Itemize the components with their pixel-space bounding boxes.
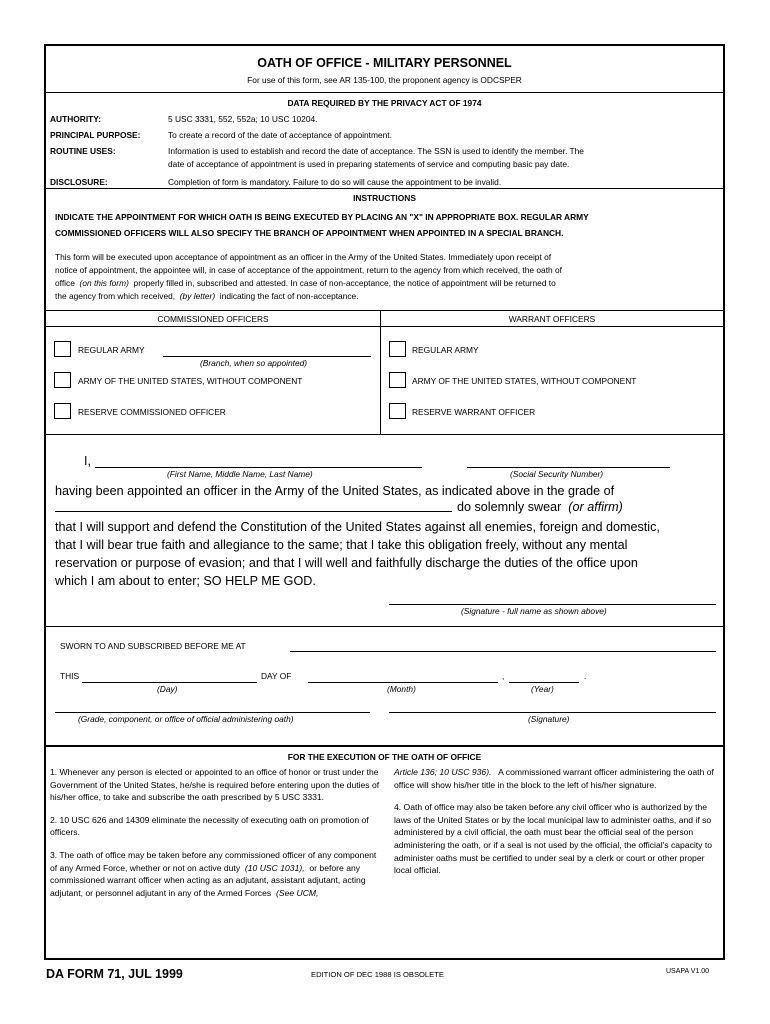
execution-left-column (50, 766, 380, 909)
comma: , (502, 671, 505, 681)
sworn-label: SWORN TO AND SUBSCRIBED BEFORE ME AT (60, 641, 246, 651)
month-caption: (Month) (387, 684, 416, 694)
day-of-label: DAY OF (261, 671, 292, 681)
warrant-header: WARRANT OFFICERS (508, 314, 596, 324)
name-line[interactable] (95, 467, 422, 468)
month-line[interactable] (308, 682, 498, 683)
branch-line[interactable] (163, 356, 371, 357)
warrant-aus-checkbox[interactable] (389, 372, 406, 388)
instructions-body-line1: This form will be executed upon acceptance of appointment as an officer in the Army of the United States. Immediately upon receipt of (55, 252, 552, 262)
regular-army-checkbox[interactable] (54, 341, 71, 357)
authority-text: 5 USC 3331, 552, 552a; 10 USC 10204. (168, 114, 318, 124)
instructions-body-line3: office (on this form) properly filled in, subscribed and attested. In case of non-acceptance, the notice of appointment will be returned to (55, 278, 556, 288)
day-caption: (Day) (157, 684, 178, 694)
instructions-body-line2: notice of appointment, the appointee will, in case of acceptance of the appointment, return to the agency from which received, the oath of (55, 265, 562, 275)
routine-text-line2: date of acceptance of appointment is used in preparing statements of service and computing basic pay date. (168, 159, 570, 169)
routine-label: ROUTINE USES: (50, 146, 116, 156)
i-label: I, (84, 454, 91, 468)
form-subtitle: For use of this form, see AR 135-100, the proponent agency is ODCSPER (247, 75, 522, 85)
grade-line[interactable] (55, 511, 452, 512)
execution-paragraph-4: 4. Oath of office may also be taken before any civil officer who is authorized by the laws of the United States or by the local municipal law to administer oaths, and if so administered by a civil official, the oath must bear the official seal of the person administering the oath, or if a seal is not used by the official, the official's capacity to administer oaths must be certified to under seal by a clerk or court or other proper local official. (394, 802, 713, 876)
reserve-commissioned-label: RESERVE COMMISSIONED OFFICER (78, 407, 226, 417)
branch-caption: (Branch, when so appointed) (200, 358, 308, 368)
oath-line1: having been appointed an officer in the Army of the United States, as indicated above in the grade of (55, 484, 615, 498)
ssn-line[interactable] (467, 467, 670, 468)
purpose-label: PRINCIPAL PURPOSE: (50, 130, 141, 140)
oath-line4: that I will bear true faith and allegiance to the same; that I take this obligation freely, without any mental (55, 538, 628, 552)
oath-line6: which I am about to enter; SO HELP ME GOD. (55, 574, 316, 588)
purpose-text: To create a record of the date of acceptance of appointment. (168, 130, 392, 140)
year-line[interactable] (509, 682, 579, 683)
reserve-warrant-checkbox[interactable] (389, 403, 406, 419)
routine-text-line1: Information is used to establish and record the date of acceptance. The SSN is used to identify the member. The (168, 146, 584, 156)
disclosure-label: DISCLOSURE: (50, 177, 108, 187)
instructions-bold-line1: INDICATE THE APPOINTMENT FOR WHICH OATH IS BEING EXECUTED BY PLACING AN "X" IN APPROPRIATE BOX. REGULAR ARMY (55, 212, 589, 222)
warrant-regular-army-label: REGULAR ARMY (412, 345, 479, 355)
warrant-regular-army-checkbox[interactable] (389, 341, 406, 357)
this-label: THIS (60, 671, 80, 681)
column-divider (380, 310, 381, 434)
commissioned-header: COMMISSIONED OFFICERS (157, 314, 269, 324)
period: . (584, 671, 587, 681)
official-line[interactable] (55, 712, 370, 713)
privacy-heading: DATA REQUIRED BY THE PRIVACY ACT OF 1974 (287, 98, 482, 108)
form-id: DA FORM 71, JUL 1999 (46, 967, 183, 981)
authority-label: AUTHORITY: (50, 114, 102, 124)
ssn-caption: (Social Security Number) (510, 469, 604, 479)
aus-checkbox[interactable] (54, 372, 71, 388)
regular-army-label: REGULAR ARMY (78, 345, 145, 355)
signature-caption: (Signature - full name as shown above) (461, 606, 607, 616)
oath-line5: reservation or purpose of evasion; and that I will well and faithfully discharge the duties of the office upon (55, 556, 638, 570)
aus-label: ARMY OF THE UNITED STATES, WITHOUT COMPONENT (78, 376, 303, 386)
divider (46, 745, 723, 747)
day-line[interactable] (82, 682, 257, 683)
execution-heading: FOR THE EXECUTION OF THE OATH OF OFFICE (287, 752, 482, 762)
divider (46, 434, 723, 435)
execution-paragraph-1: 1. Whenever any person is elected or appointed to an office of honor or trust under the Government of the United States, he/she is required before entering upon the duties of his/her office, to take and subscribe the oath prescribed by 5 USC 3331. (50, 767, 380, 803)
execution-paragraph-2: 2. 10 USC 626 and 14309 eliminate the necessity of executing oath on promotion of officers. (50, 814, 369, 838)
year-caption: (Year) (531, 684, 554, 694)
divider (46, 188, 723, 189)
divider (46, 310, 723, 311)
edition-note: EDITION OF DEC 1988 IS OBSOLETE (311, 970, 444, 979)
official-signature-line[interactable] (389, 712, 716, 713)
version-note: USAPA V1.00 (666, 968, 710, 975)
disclosure-text: Completion of form is mandatory. Failure to do so will cause the appointment to be invalid. (168, 177, 502, 187)
divider (46, 626, 723, 627)
official-caption: (Grade, component, or office of official administering oath) (78, 714, 294, 724)
name-caption: (First Name, Middle Name, Last Name) (167, 469, 313, 479)
reserve-commissioned-checkbox[interactable] (54, 403, 71, 419)
instructions-bold-line2: COMMISSIONED OFFICERS WILL ALSO SPECIFY THE BRANCH OF APPOINTMENT WHEN APPOINTED IN A SPECIAL BRANCH. (55, 228, 564, 238)
warrant-aus-label: ARMY OF THE UNITED STATES, WITHOUT COMPONENT (412, 376, 637, 386)
instructions-body-line4: the agency from which received, (by letter) indicating the fact of non-acceptance. (55, 291, 359, 301)
signature-line[interactable] (389, 604, 716, 605)
execution-paragraph-3-cont: Article 136; 10 USC 936). A commissioned warrant officer administering the oath of office will show his/her title in the block to the left of his/her signature. (394, 767, 714, 790)
divider (46, 92, 723, 93)
official-signature-caption: (Signature) (528, 714, 570, 724)
sworn-location-line[interactable] (290, 651, 716, 652)
oath-swear: do solemnly swear (or affirm) (457, 500, 623, 514)
execution-right-column (394, 766, 718, 887)
oath-line3: that I will support and defend the Constitution of the United States against all enemies, foreign and domestic, (55, 520, 660, 534)
reserve-warrant-label: RESERVE WARRANT OFFICER (412, 407, 536, 417)
form-title: OATH OF OFFICE - MILITARY PERSONNEL (257, 56, 512, 70)
divider (46, 326, 723, 327)
instructions-heading: INSTRUCTIONS (353, 193, 416, 203)
execution-paragraph-3: 3. The oath of office may be taken before any commissioned officer of any component of any Armed Force, whether or not on active duty (10 USC 1031), or before any commissioned warrant officer when acting as an adjutant, assistant adjutant, acting adjutant, or personnel adjutant in any of the Armed Forces (See UCM, (50, 849, 377, 898)
